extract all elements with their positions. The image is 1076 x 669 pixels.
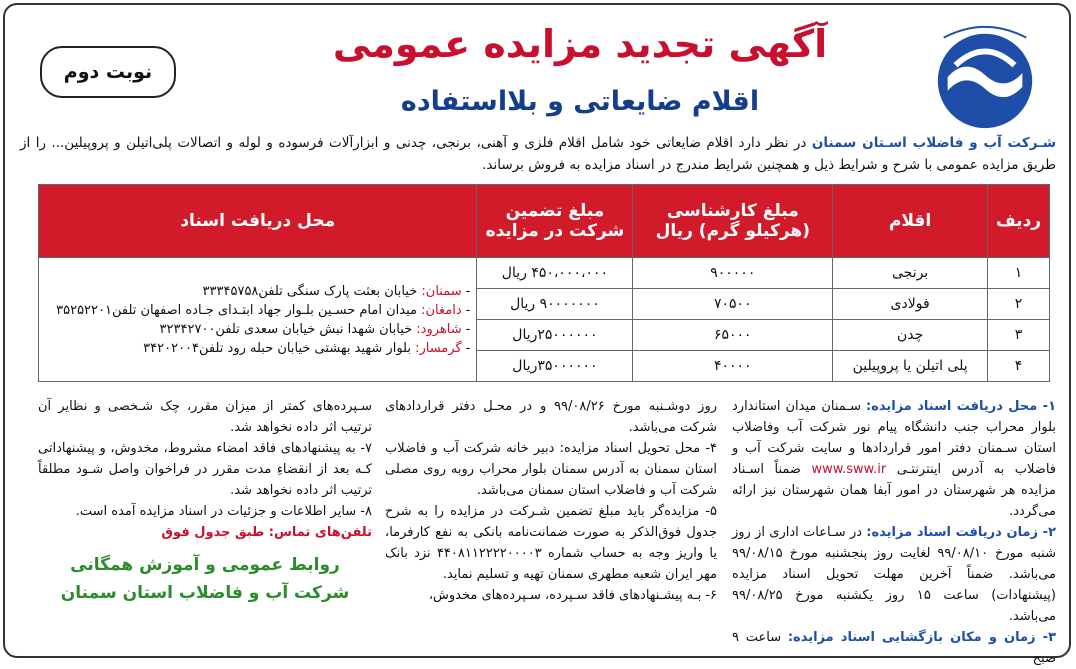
location-text: بلوار شهید بهشتی خیابان حبله رود تلفن۳۴۲۰۲۰۰۴ [143, 340, 416, 356]
row-guarantee: ۳۵۰۰۰۰۰۰ریال [477, 351, 633, 382]
water-company-logo-icon [926, 18, 1044, 136]
location-city: گرمسار: [415, 340, 462, 356]
contact-phones: تلفن‌های تماس: طبق جدول فوق [161, 525, 372, 540]
conditions-column-2 [385, 396, 717, 606]
condition-6: ۶- بـه پیشـنهادهای فاقد سـپرده، سـپرده‌های مخدوش، [428, 588, 717, 603]
website-link[interactable]: www.sww.ir [811, 462, 887, 477]
header-item: اقلام [833, 185, 988, 258]
condition-6-continued: سـپرده‌های کمتر از میزان مقرر، چک شـخصی و نظایر آن ترتیب اثر داده نخواهد شد. [38, 399, 372, 435]
header-guarantee: مبلغ تضمین شرکت در مزایده [477, 185, 633, 258]
table-row [39, 258, 1050, 289]
public-relations-signature [38, 551, 372, 607]
location-text: خیابان بعثت پارک سنگی تلفن۳۳۳۴۵۷۵۸ [202, 283, 422, 299]
company-name: شـرکت آب و فاضلاب اسـتان سمنان [811, 135, 1056, 151]
pr-line: شرکت آب و فاضلاب استان سمنان [60, 583, 350, 603]
row-item: برنجی [833, 258, 988, 289]
row-price: ۴۰۰۰۰ [633, 351, 833, 382]
row-item: پلی اتیلن یا پروپیلین [833, 351, 988, 382]
condition-2 [732, 522, 1056, 627]
intro-paragraph [20, 132, 1056, 176]
row-number: ۱ [988, 258, 1050, 289]
header-row-number: ردیف [988, 185, 1050, 258]
header-location: محل دریافت اسناد [39, 185, 477, 258]
location-city: سمنان: [421, 283, 462, 299]
row-price: ۹۰۰۰۰۰ [633, 258, 833, 289]
condition-4: ۴- محل تحویل اسناد مزایده: دبیر خانه شرکت آب و فاضلاب استان سمنان به آدرس سمنان بلوار محراب روبه روی مصلی شرکت آب و فاضلاب استان سمنان می‌باشد. [385, 441, 717, 498]
row-number: ۴ [988, 351, 1050, 382]
header-price: مبلغ کارشناسی (هرکیلو گرم) ریال [633, 185, 833, 258]
condition-5: ۵- مزایده‌گر باید مبلغ تضمین شـرکت در مزایده را به شرح جدول فوق‌الذکر به صورت ضمانت‌نامه بانکی به نفع کارفرما، یا واریز وجه به حساب شماره ۴۴۰۸۱۱۲۲۲۲۰۰۰۰۳ نزد بانک مهر ایران شعبه مطهری سمنان تهیه و تسلیم نماید. [385, 504, 717, 582]
notice-subtitle: اقلام ضایعاتی و بلااستفاده [400, 86, 760, 117]
location-line: - شاهرود: خیابان شهدا نبش خیابان سعدی تلفن۳۲۳۴۲۷۰۰ [159, 321, 471, 337]
condition-1 [732, 396, 1056, 522]
row-guarantee: ۴۵۰،۰۰۰،۰۰۰ ریال [477, 258, 633, 289]
auction-table [38, 184, 1050, 382]
intro-text: در نظر دارد اقلام ضایعاتی خود شامل اقلام فلزی و آهنی، برنجی، چدنی و ابزارآلات فرسوده و لوله و اتصالات پلی‌اتیلن و پروپیلین... را از طریق مزایده عمومی با شرح و شرایط ذیل و همچنین شرایط مندرج در اسناد مزایده به فروش برساند. [20, 135, 1056, 173]
conditions-column-3 [38, 396, 372, 607]
location-line: - گرمسار: بلوار شهید بهشتی خیابان حبله رود تلفن۳۴۲۰۲۰۰۴ [143, 340, 471, 356]
condition-text: ساعت ۹ صبح [732, 630, 1056, 666]
condition-8: ۸- سایر اطلاعات و جزئیات در اسناد مزایده آمده است. [75, 504, 372, 519]
notice-title: آگهی تجدید مزایده عمومی [332, 22, 828, 66]
row-number: ۲ [988, 289, 1050, 320]
condition-heading: ۱- محل دریافت اسناد مزایده: [865, 399, 1057, 414]
condition-7: ۷- به پیشنهادهای فاقد امضاء مشروط، مخدوش، و پیشنهاداتی کـه بعد از انقضاءِ مدت مقرر در فراخوان واصل شـود مطلقاً ترتیب اثر داده نخواهد شد. [38, 441, 372, 498]
row-guarantee: ۹۰۰۰۰۰۰۰ ریال [477, 289, 633, 320]
locations-cell [39, 258, 477, 382]
row-item: چدن [833, 320, 988, 351]
row-price: ۶۵۰۰۰ [633, 320, 833, 351]
location-line: - سمنان: خیابان بعثت پارک سنگی تلفن۳۳۳۴۵۷۵۸ [202, 283, 471, 299]
location-text: خیابان شهدا نبش خیابان سعدی تلفن۳۲۳۴۲۷۰۰ [159, 321, 417, 337]
condition-3-continued: روز دوشـنبه مورخ ۹۹/۰۸/۲۶ و در محـل دفتر قراردادهای شرکت می‌باشد. [385, 399, 717, 435]
row-price: ۷۰۵۰۰ [633, 289, 833, 320]
condition-heading: ۲- زمان دریافت اسناد مزایده: [866, 525, 1056, 540]
table-header-row [39, 185, 1050, 258]
pr-line: روابط عمومی و آموزش همگانی [70, 555, 340, 575]
round-badge: نوبت دوم [40, 46, 176, 98]
condition-text: ضمناً اسـناد مزایده هر شهرستان در امور آبفا همان شهرستان نیز ارائه می‌گردد. [732, 462, 1056, 519]
location-city: شاهرود: [416, 321, 462, 337]
row-item: فولادی [833, 289, 988, 320]
conditions-column-1 [732, 396, 1056, 669]
location-line: - دامغان: میدان امام حسـین بلـوار جهاد ابتـدای جـاده اصفهان تلفن۳۵۲۵۲۲۰۱ [56, 302, 471, 318]
location-city: دامغان: [421, 302, 462, 318]
condition-text: در سـاعات اداری از روز شنبه مورخ ۹۹/۰۸/۱۰ لغایت روز پنجشنبه مورخ ۹۹/۰۸/۱۵ می‌باشد. ضمناً آخرین مهلت تحویل اسناد مزایده (پیشنهادات) ساعت ۱۵ روز یکشنبه مورخ ۹۹/۰۸/۲۵ می‌باشد. [732, 525, 1056, 624]
location-text: میدان امام حسـین بلـوار جهاد ابتـدای جـاده اصفهان تلفن۳۵۲۵۲۲۰۱ [56, 302, 422, 318]
row-guarantee: ۲۵۰۰۰۰۰۰ریال [477, 320, 633, 351]
condition-text: سـمنان میدان استاندارد بلوار محراب جنب دانشگاه پیام نور شرکت آب وفاضلاب استان سـمنان دفتر امور قراردادها و سایت شرکت آب و فاضلاب به آدرس اینترنتـی [732, 399, 1056, 477]
row-number: ۳ [988, 320, 1050, 351]
condition-heading: ۳- زمان و مکان بازگشایی اسناد مزایده: [787, 630, 1056, 645]
